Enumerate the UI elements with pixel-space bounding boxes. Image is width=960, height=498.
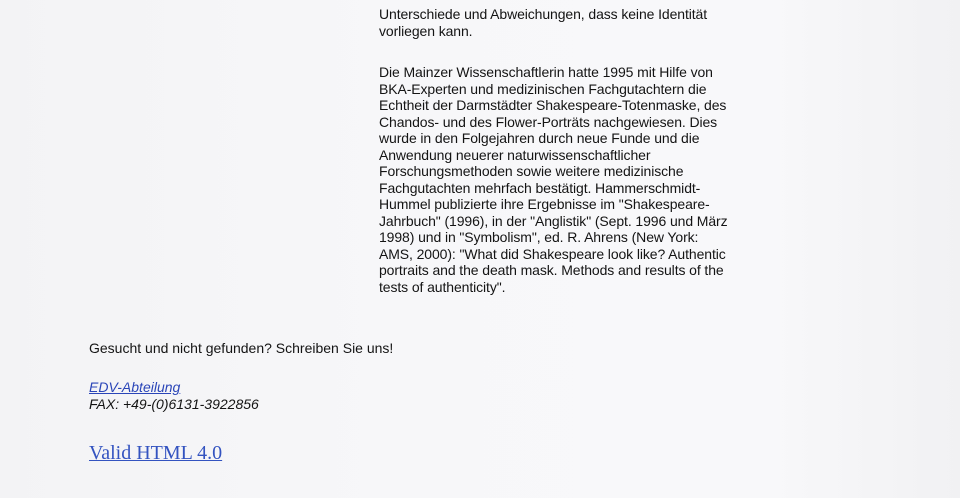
paragraph-line: Die Mainzer Wissenschaftlerin hatte 1995 mit Hilfe von — [379, 64, 713, 80]
paragraph-line: wurde in den Folgejahren durch neue Funde und die — [379, 130, 700, 146]
paragraph-line: portraits and the death mask. Methods and results of the — [379, 262, 724, 278]
paragraph-line: 1998) und in "Symbolism", ed. R. Ahrens (New York: — [379, 229, 699, 245]
paragraph-line: tests of authenticity". — [379, 278, 506, 295]
article-paragraph-2 — [379, 64, 779, 295]
fax-number: FAX: +49-(0)6131-3922856 — [89, 396, 259, 412]
contact-block — [89, 379, 259, 413]
paragraph-line: Fachgutachten mehrfach bestätigt. Hammerschmidt- — [379, 179, 701, 196]
article-paragraph-1 — [379, 6, 779, 39]
paragraph-line: Forschungsmethoden sowie weitere medizinische — [379, 163, 684, 179]
contact-prompt: Gesucht und nicht gefunden? Schreiben Sie uns! — [89, 340, 394, 356]
paragraph-line: Echtheit der Darmstädter Shakespeare-Totenmaske, des — [379, 97, 727, 113]
paragraph-line: AMS, 2000): "What did Shakespeare look like? Authentic — [379, 245, 726, 262]
paragraph-line: BKA-Experten und medizinischen Fachgutachtern die — [379, 80, 707, 97]
paragraph-line: Hummel publizierte ihre Ergebnisse im "Shakespeare- — [379, 196, 710, 212]
paragraph-line: Chandos- und des Flower-Porträts nachgewiesen. Dies — [379, 113, 718, 130]
valid-html-link[interactable]: Valid HTML 4.0 — [89, 442, 223, 464]
paragraph-line: Anwendung neuerer naturwissenschaftlicher — [379, 146, 651, 163]
edv-department-link[interactable]: EDV-Abteilung — [89, 379, 181, 395]
paragraph-line: Unterschiede und Abweichungen, dass keine Identität — [379, 6, 708, 22]
paragraph-line: vorliegen kann. — [379, 22, 473, 39]
paragraph-line: Jahrbuch" (1996), in der "Anglistik" (Sept. 1996 und März — [379, 212, 728, 229]
